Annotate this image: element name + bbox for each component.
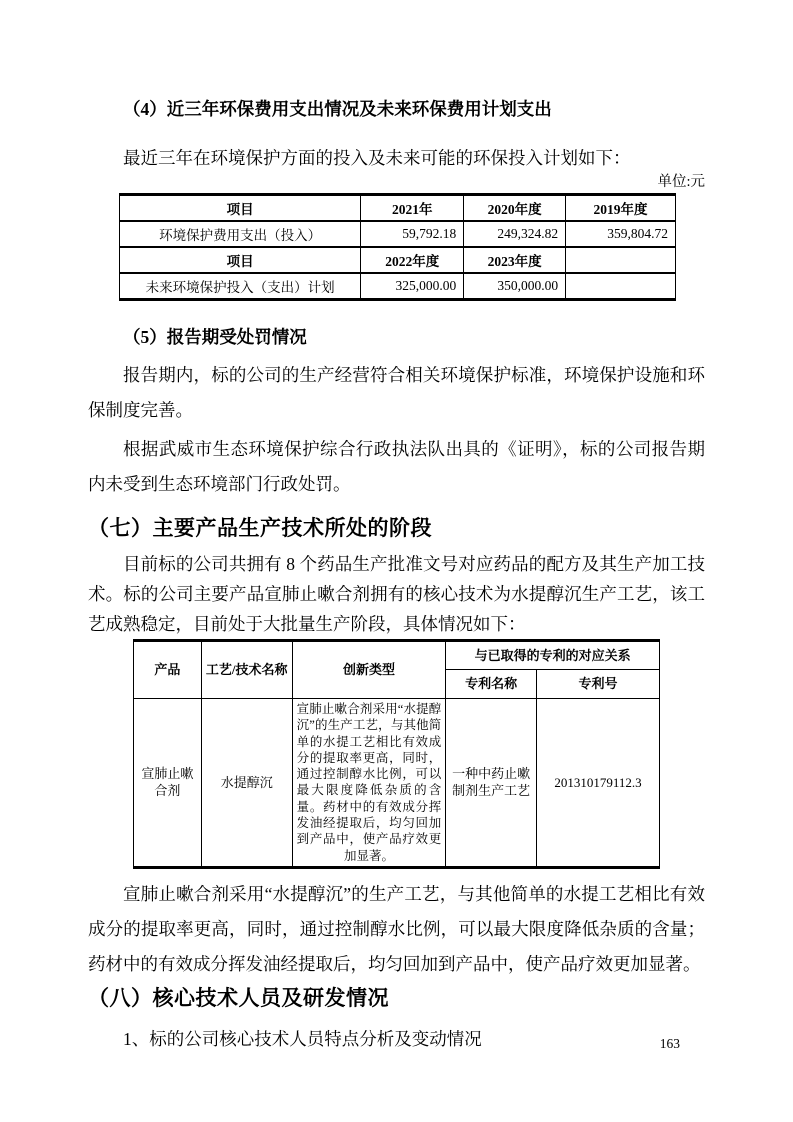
heading-section-8: （八）核心技术人员及研发情况 (88, 986, 389, 1010)
data-cell: 350,000.00 (464, 273, 566, 300)
table-row (134, 699, 660, 868)
heading-section-7: （七）主要产品生产技术所处的阶段 (88, 517, 432, 540)
header-cell: 项目 (120, 247, 361, 273)
page-content (88, 0, 705, 1051)
data-cell: 59,792.18 (361, 221, 464, 247)
data-cell-patent-no: 201310179112.3 (537, 699, 660, 868)
header-cell: 专利名称 (446, 670, 537, 699)
paragraph-penalty-2: 根据武威市生态环境保护综合行政执法队出具的《证明》，标的公司报告期内未受到生态环境部门行政处罚。 (88, 439, 705, 494)
table-row (120, 221, 676, 247)
list-item-1: 1、标的公司核心技术人员特点分析及变动情况 (123, 1028, 482, 1049)
data-cell: 359,804.72 (566, 221, 676, 247)
header-cell (566, 247, 676, 273)
header-cell: 与已取得的专利的对应关系 (446, 641, 660, 670)
data-cell (566, 273, 676, 300)
data-cell: 325,000.00 (361, 273, 464, 300)
tech-patent-table (133, 639, 660, 869)
paragraph-penalty-1: 报告期内，标的公司的生产经营符合相关环境保护标准，环境保护设施和环保制度完善。 (88, 365, 705, 420)
header-cell: 产品 (134, 641, 202, 699)
table-row (120, 195, 676, 222)
heading-env-expense: （4）近三年环保费用支出情况及未来环保费用计划支出 (123, 99, 552, 119)
header-cell: 专利号 (537, 670, 660, 699)
data-cell-tech: 水提醇沉 (201, 699, 292, 868)
page-number: 163 (659, 1036, 680, 1051)
paragraph-env-intro: 最近三年在环境保护方面的投入及未来可能的环保投入计划如下： (123, 148, 631, 168)
data-cell-product: 宣肺止嗽合剂 (134, 699, 202, 868)
header-cell: 2023年度 (464, 247, 566, 273)
table-row (120, 247, 676, 273)
header-cell: 创新类型 (292, 641, 446, 699)
table-row (120, 273, 676, 300)
data-cell-innovation: 宣肺止嗽合剂采用“水提醇沉”的生产工艺，与其他简单的水提工艺相比有效成分的提取率更高，同时，通过控制醇水比例，可以最大限度降低杂质的含量。药材中的有效成分挥发油经提取后，均匀回加到产品中，使产品疗效更加显著。 (292, 699, 446, 868)
paragraph-tech-intro: 目前标的公司共拥有 8 个药品生产批准文号对应药品的配方及其生产加工技术。标的公司主要产品宣肺止嗽合剂拥有的核心技术为水提醇沉生产工艺，该工艺成熟稳定，目前处于大批量生产阶段，具体情况如下： (88, 554, 705, 634)
data-cell-patent-name: 一种中药止嗽制剂生产工艺 (446, 699, 537, 868)
heading-penalty: （5）报告期受处罚情况 (123, 327, 307, 347)
data-cell: 环境保护费用支出（投入） (120, 221, 361, 247)
header-cell: 2019年度 (566, 195, 676, 222)
env-expense-table (119, 193, 676, 301)
header-cell: 工艺/技术名称 (201, 641, 292, 699)
header-cell: 项目 (120, 195, 361, 222)
header-cell: 2022年度 (361, 247, 464, 273)
header-cell: 2021年 (361, 195, 464, 222)
header-cell: 2020年度 (464, 195, 566, 222)
data-cell: 249,324.82 (464, 221, 566, 247)
data-cell: 未来环境保护投入（支出）计划 (120, 273, 361, 300)
table-row (134, 641, 660, 670)
unit-label: 单位:元 (657, 174, 705, 190)
paragraph-tech-summary: 宣肺止嗽合剂采用“水提醇沉”的生产工艺，与其他简单的水提工艺相比有效成分的提取率更高，同时，通过控制醇水比例，可以最大限度降低杂质的含量；药材中的有效成分挥发油经提取后，均匀回加到产品中，使产品疗效更加显著。 (88, 883, 705, 974)
